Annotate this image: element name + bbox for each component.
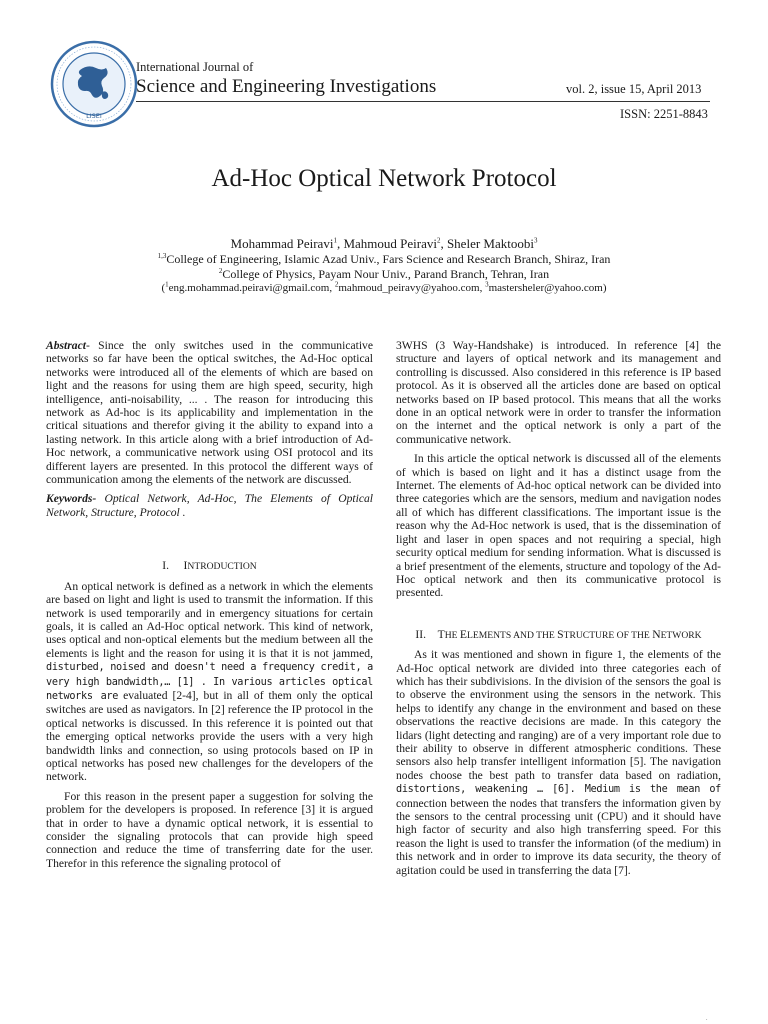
email-link[interactable]: mastersheler@yahoo.com (488, 282, 603, 294)
author-list: Mohammad Peiravi$^1$, Mahmoud Peiravi$^2$, Sheler Maktoobi$^3$ (230, 236, 538, 251)
heading-part: E (459, 627, 467, 641)
email-link[interactable]: eng.mohammad.peiravi@gmail.com (168, 282, 330, 294)
paragraph: For this reason in the present paper a suggestion for solving the problem for the developers is proposed. In reference [3] it is argued that in order to have a dynamic optical network, it is essential to consider the signaling protocols that can provide high speed connection and reduce the time of transferring date for the user. Therefor in this reference the signaling protocol of (46, 789, 373, 870)
paragraph-text: An optical network is defined as a network in which the elements are based on light and light is used to transmit the information. If this network is used temporarily and in emergency situations for certain goals, it is called an Ad-Hoc optical network. This kind of network, uses optical and non-optical elements but the medium between all the elements is light and the reason for using it is that it is not jammed, (46, 579, 373, 660)
left-column (46, 339, 373, 870)
paragraph-text-alt-font: disturbed, noised and doesn't need a frequency credit, a very high bandwidth,… [1] . In various articles optical networks are (46, 662, 373, 702)
heading-part: HE (444, 629, 460, 641)
journal-logo (50, 40, 138, 128)
affiliation (0, 252, 768, 267)
paragraph-text: evaluated [2-4], but in all of them only the optical switches are used as navigators. In [2] reference the IP protocol in the optical networks is discussed. In this reference it is pointed out that the emerging optical networks provide the users with a very high bandwidth links and connection, so using protocols based on IP in optical networks has posed new challenges for the developers of the network. (46, 688, 373, 784)
affiliation-sup: 1,3 (157, 252, 167, 260)
heading-rest: NTRODUCTION (187, 561, 257, 573)
email-sup: 1 (165, 280, 169, 289)
keywords-text: Optical Network, Ad-Hoc, The Elements of Optical Network, Structure, Protocol . (46, 492, 373, 519)
volume-info: vol. 2, issue 15, April 2013 (566, 82, 702, 96)
heading-part: LEMENTS AND THE (466, 629, 558, 641)
issn: ISSN: 2251-8843 (620, 107, 708, 121)
paper-title: Ad-Hoc Optical Network Protocol (211, 165, 557, 192)
author-sup: 2 (436, 236, 441, 245)
paragraph: In this article the optical network is discussed all of the elements of which is based on light and it has a distinct usage from the Internet. The elements of Ad-hoc optical network can be divided into three categories which are the sensors, medium and navigation nodes all of which has different classifications. The important issue is the reason why the Ad-Hoc network is used, that is the dissemination of light and laser in open spaces and not requiring a special, high security optical medium for sending information. What is discussed is a brief presentment of the elements, structure and topology of the Ad-Hoc optical network and then its communicative protocol is presented. (396, 452, 721, 600)
section-heading-elements (396, 628, 721, 642)
paragraph (46, 580, 373, 784)
section-number: II. (415, 627, 427, 641)
heading-initial: I (183, 559, 188, 573)
author-name: Sheler Maktoobi (446, 236, 534, 251)
email-link[interactable]: mahmoud_peiravy@yahoo.com (338, 282, 480, 294)
affiliation (0, 267, 768, 282)
paragraph-text-alt-font: distortions, weakening … [6]. Medium is the mean of (396, 784, 721, 796)
heading-part: ETWORK (660, 629, 702, 641)
author-name: Mahmoud Peiravi (343, 236, 437, 251)
author-name: Mohammad Peiravi (230, 236, 334, 251)
keywords-label: Keywords- (46, 492, 97, 506)
heading-part: TRUCTURE OF THE (563, 629, 653, 641)
affiliation-sup: 2 (218, 267, 223, 275)
section-number: I. (162, 559, 170, 573)
page-mark: . (706, 1016, 708, 1022)
paragraph-text: As it was mentioned and shown in figure 1, the elements of the Ad-Hoc optical network are divided into three categories each of which has their subdivisions. In the division of the sensors the goal is to observe the environment using the sensors in the network. This helps to identify any change in the environment and based on these observations the reactive decisions are made. In this category the lidars (light detecting and ranging) are of a very important role due to their ability to observe in different atmospheric conditions. These sensors also help transfer intelligent information [5]. The navigation nodes choose the best path to transfer data based on radiation, (396, 648, 721, 782)
author-sup: 3 (533, 236, 538, 245)
email-sup: 3 (485, 280, 489, 289)
email-list: ($^1$eng.mohammad.peiravi@gmail.com, $^2$mahmoud_peiravy@yahoo.com, $^3$mastersheler@yahoo.com) (161, 280, 607, 294)
journal-name-prefix: International Journal of (136, 60, 254, 74)
heading-part: S (557, 627, 564, 641)
affiliation-text: College of Engineering, Islamic Azad Univ., Fars Science and Research Branch, Shiraz, Iran (166, 252, 611, 266)
email-sup: 2 (334, 280, 339, 289)
heading-part: T (437, 627, 445, 641)
heading-part: N (652, 627, 661, 641)
abstract (46, 339, 373, 486)
abstract-label: Abstract (46, 339, 86, 352)
affiliation-text: College of Physics, Payam Nour Univ., Parand Branch, Tehran, Iran (222, 267, 550, 281)
section-heading-introduction (46, 559, 373, 573)
author-sup: 1 (333, 236, 337, 245)
logo-lettering: LISEI (86, 112, 102, 120)
header-rule (136, 101, 710, 102)
journal-name: Science and Engineering Investigations (136, 76, 437, 97)
abstract-text: - Since the only switches used in the communicative networks so far have been the optical switches, the Ad-Hoc optical networks were introduced all of the elements of which are based on light and the reasons for using them are high speed, security, high intelligence, anti-noisability, ... . The reason for introducing this network as Ad-hoc is its applicability and implementation in the critical situations and therefor giving it the ability to expand into a lasting network. In this article along with a brief introduction of Ad-Hoc network, a communicative network using OSI protocol and its different layers are presented. In this protocol the different ways of communication among the elements of the network are discussed. (46, 339, 373, 487)
right-column (396, 339, 721, 877)
keywords (46, 492, 373, 519)
paragraph: 3WHS (3 Way-Handshake) is introduced. In reference [4] the structure and layers of optical network and its management and controlling is discussed. Also considered in this reference is IP based protocol. As it is observed all the articles done are based on optical networks based on IP based protocol. This means that all the works done in an optical network were in order to transfer the information on the internet and the optical network is only a part of the communicative network. (396, 339, 721, 446)
paragraph-text: connection between the nodes that transfers the information given by the sensors to the central processing unit (CPU) and it should have high factor of security and also high transferring speed. For this reason the light is used to transfer the information (of the medium) in this network and in order to improve its data security, the theory of agitation could be used in transferring the data [7]. (396, 796, 721, 877)
paragraph (396, 648, 721, 877)
